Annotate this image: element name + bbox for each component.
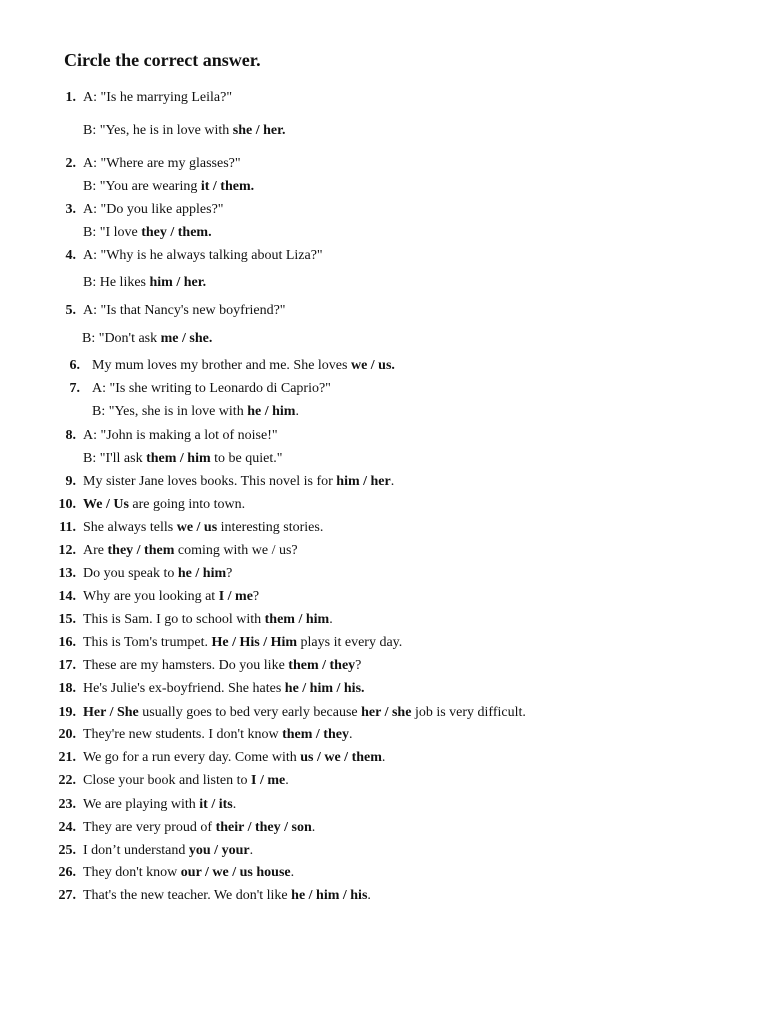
question-text: usually goes to bed very early because: [138, 705, 362, 720]
question-text: They are very proud of: [83, 820, 216, 835]
question-number: 13.: [58, 566, 76, 581]
question-text: A: "Is she writing to Leonardo di Caprio?": [92, 381, 331, 396]
question-text: A: "Why is he always talking about Liza?": [83, 248, 323, 263]
exercise-line: [82, 331, 212, 347]
question-text: Why are you looking at: [83, 589, 219, 604]
exercise-line: [65, 90, 233, 106]
question-text: .: [329, 612, 333, 627]
question-text: B: "Yes, she is in love with: [92, 404, 248, 419]
question-text: A: "Where are my glasses?": [83, 156, 241, 171]
answer-options[interactable]: she / her.: [232, 123, 286, 138]
question-text: They don't know: [83, 865, 181, 880]
question-text: Are: [83, 543, 108, 558]
exercise-line: [65, 202, 224, 218]
exercise-line: [58, 773, 289, 789]
exercise-line: [58, 589, 260, 605]
question-text: A: "Do you like apples?": [83, 202, 224, 217]
question-text: I don’t understand: [83, 843, 189, 858]
question-text: These are my hamsters. Do you like: [83, 658, 289, 673]
question-text: She always tells: [83, 520, 177, 535]
answer-options[interactable]: him / her: [336, 474, 391, 489]
exercise-line: [83, 451, 282, 467]
exercise-line: [58, 843, 254, 859]
question-text: .: [381, 750, 386, 765]
answer-options[interactable]: we / us: [176, 520, 218, 535]
answer-options[interactable]: it / them.: [200, 179, 255, 194]
question-number: 21.: [58, 750, 76, 765]
question-text: That's the new teacher. We don't like: [83, 888, 292, 903]
question-text: This is Sam. I go to school with: [83, 612, 265, 627]
question-number: 19.: [58, 705, 76, 720]
question-text: plays it every day.: [297, 635, 403, 650]
answer-options[interactable]: our / we / us house: [180, 865, 291, 880]
exercise-line: [58, 497, 246, 513]
question-number: 15.: [58, 612, 76, 627]
answer-options[interactable]: He / His / Him: [211, 635, 298, 650]
question-number: 8.: [65, 428, 76, 443]
question-text: He's Julie's ex-boyfriend. She hates: [83, 681, 285, 696]
question-text: Close your book and listen to: [83, 773, 251, 788]
answer-options[interactable]: them / they: [282, 727, 349, 742]
exercise-line: [69, 381, 331, 397]
answer-options[interactable]: them / him: [264, 612, 330, 627]
exercise-line: [58, 727, 353, 743]
question-number: 22.: [58, 773, 76, 788]
question-number: 14.: [58, 589, 76, 604]
question-text: .: [295, 404, 299, 419]
question-number: 23.: [58, 797, 76, 812]
exercise-line: [83, 179, 254, 195]
exercise-line: [58, 705, 526, 721]
question-number: 9.: [65, 474, 76, 489]
question-text: .: [285, 773, 289, 788]
question-text: coming with we / us?: [174, 543, 298, 558]
question-text: A: "John is making a lot of noise!": [83, 428, 278, 443]
question-text: .: [348, 727, 353, 742]
answer-options[interactable]: he / him: [247, 404, 296, 419]
answer-options[interactable]: their / they / son: [215, 820, 312, 835]
question-text: B: "I love: [83, 225, 142, 240]
exercise-line: [58, 635, 403, 651]
question-text: We go for a run every day. Come with: [83, 750, 301, 765]
answer-options[interactable]: us / we / them: [300, 750, 382, 765]
question-text: ?: [226, 566, 233, 581]
question-number: 12.: [58, 543, 76, 558]
answer-options[interactable]: you / your: [188, 843, 250, 858]
exercise-line: [65, 248, 323, 264]
answer-options[interactable]: him / her.: [149, 275, 207, 290]
exercise-line: [58, 658, 362, 674]
question-text: .: [390, 474, 395, 489]
exercise-line: [58, 820, 316, 836]
question-text: .: [232, 797, 237, 812]
question-text: We are playing with: [83, 797, 200, 812]
exercise-line: [65, 303, 286, 319]
question-number: 4.: [65, 248, 76, 263]
question-text: This is Tom's trumpet.: [83, 635, 212, 650]
question-text: .: [367, 888, 371, 903]
answer-options[interactable]: they / them.: [141, 225, 212, 240]
question-number: 20.: [58, 727, 76, 742]
answer-options[interactable]: I / me: [251, 773, 286, 788]
exercise-line: [58, 612, 333, 628]
question-text: ?: [355, 658, 362, 673]
question-text: Do you speak to: [83, 566, 178, 581]
question-number: 7.: [69, 381, 80, 396]
exercise-line: [58, 750, 386, 766]
exercise-line: [83, 275, 206, 291]
question-number: 3.: [65, 202, 76, 217]
question-number: 27.: [58, 888, 76, 903]
exercise-line: [83, 123, 286, 139]
answer-options[interactable]: he / him / his: [291, 888, 368, 903]
answer-options[interactable]: me / she.: [160, 331, 213, 346]
question-text: ?: [252, 589, 260, 604]
answer-options[interactable]: he / him / his.: [284, 681, 365, 696]
exercise-line: [65, 156, 241, 172]
question-text: B: "Yes, he is in love with: [83, 123, 233, 138]
question-number: 16.: [58, 635, 76, 650]
question-number: 6.: [69, 358, 80, 373]
question-number: 25.: [58, 843, 76, 858]
answer-options[interactable]: them / they: [288, 658, 356, 673]
exercise-line: [58, 865, 295, 881]
question-text: are going into town.: [128, 497, 246, 512]
question-text: My mum loves my brother and me. She loves: [92, 358, 351, 373]
question-text: They're new students. I don't know: [83, 727, 283, 742]
exercise-line: [65, 428, 278, 444]
question-text: interesting stories.: [217, 520, 324, 535]
question-text: to be quiet.": [210, 451, 283, 466]
answer-options[interactable]: her / she: [361, 705, 412, 720]
exercise-line: [59, 520, 324, 536]
question-text: .: [290, 865, 295, 880]
question-text: .: [311, 820, 316, 835]
exercise-line: [58, 888, 371, 904]
exercise-line: [92, 404, 299, 420]
question-text: A: "Is he marrying Leila?": [83, 90, 233, 105]
question-number: 17.: [58, 658, 76, 673]
question-number: 2.: [65, 156, 76, 171]
question-text: A: "Is that Nancy's new boyfriend?": [83, 303, 286, 318]
exercise-line: [58, 797, 237, 813]
question-text: B: "You are wearing: [83, 179, 201, 194]
exercise-line: [65, 474, 395, 490]
question-text: B: "Don't ask: [82, 331, 161, 346]
answer-options[interactable]: they / them: [107, 543, 175, 558]
question-text: B: "I'll ask: [83, 451, 147, 466]
answer-options[interactable]: I / me: [218, 589, 253, 604]
question-number: 1.: [65, 90, 76, 105]
answer-options[interactable]: We / Us: [83, 497, 129, 512]
page-title: Circle the correct answer.: [64, 50, 261, 70]
question-text: .: [249, 843, 254, 858]
answer-options[interactable]: we / us.: [350, 358, 395, 373]
question-text: B: He likes: [83, 275, 150, 290]
exercise-line: [83, 225, 212, 241]
answer-options[interactable]: it / its: [199, 797, 233, 812]
exercise-line: [69, 358, 395, 374]
question-text: job is very difficult.: [411, 705, 526, 720]
exercise-line: [58, 543, 298, 559]
exercise-line: [58, 681, 365, 697]
exercise-line: [58, 566, 233, 582]
answer-options[interactable]: them / him: [146, 451, 211, 466]
question-number: 24.: [58, 820, 76, 835]
answer-options[interactable]: he / him: [177, 566, 227, 581]
question-number: 11.: [59, 520, 76, 535]
question-number: 26.: [58, 865, 76, 880]
question-number: 18.: [58, 681, 76, 696]
question-text: My sister Jane loves books. This novel is for: [83, 474, 337, 489]
answer-options[interactable]: Her / She: [83, 705, 139, 720]
question-number: 10.: [58, 497, 76, 512]
question-number: 5.: [65, 303, 76, 318]
